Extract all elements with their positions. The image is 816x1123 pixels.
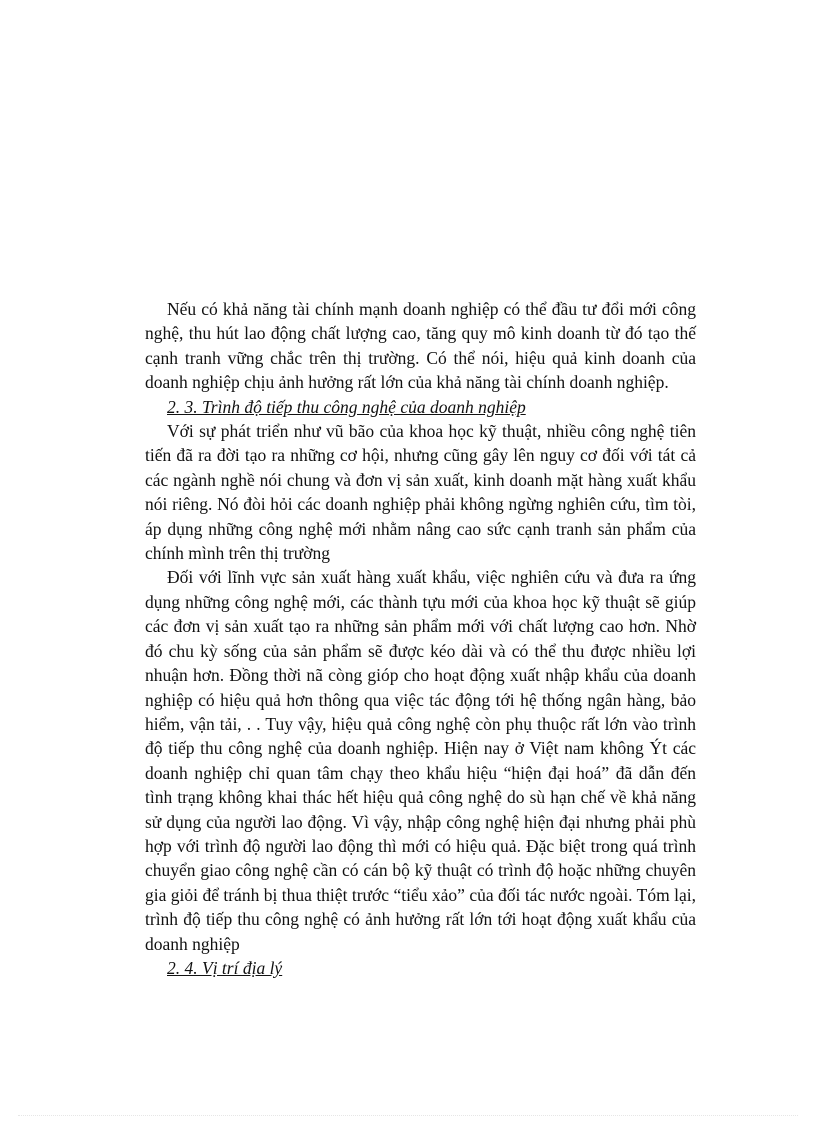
paragraph-export-production: Đối với lĩnh vực sản xuất hàng xuất khẩu, việc nghiên cứu và đưa ra ứng dụng những công nghệ mới, các thành tựu mới của khoa học kỹ thuật sẽ giúp các đơn vị sản xuất tạo ra những sản phẩm mới với chất lượng cao hơn. Nhờ đó chu kỳ sống của sản phẩm sẽ được kéo dài và có thể thu được nhiều lợi nhuận hơn. Đồng thời nã còng gióp cho hoạt động xuất nhập khẩu của doanh nghiệp có hiệu quả hơn thông qua việc tác động tới hệ thống ngân hàng, bảo hiểm, vận tải, . . Tuy vậy, hiệu quả công nghệ còn phụ thuộc rất lớn vào trình độ tiếp thu công nghệ của doanh nghiệp. Hiện nay ở Việt nam không Ýt các doanh nghiệp chỉ quan tâm chạy theo khẩu hiệu “hiện đại hoá” đã dẫn đến tình trạng không khai thác hết hiệu quả công nghệ do sù hạn chế về khả năng sử dụng của người lao động. Vì vậy, nhập công nghệ hiện đại nhưng phải phù hợp với trình độ người lao động thì mới có hiệu quả. Đặc biệt trong quá trình chuyển giao công nghệ cần có cán bộ kỹ thuật có trình độ hoặc những chuyên gia giỏi để tránh bị thua thiệt trước “tiểu xảo” của đối tác nước ngoài. Tóm lại, trình độ tiếp thu công nghệ có ảnh hưởng rất lớn tới hoạt động xuất khẩu của doanh nghiệp xyxy=(145,567,696,954)
paragraph-financial-capacity: Nếu có khả năng tài chính mạnh doanh nghiệp có thể đầu tư đổi mới công nghệ, thu hút lao động chất lượng cao, tăng quy mô kinh doanh từ đó tạo thế cạnh tranh vững chắc trên thị trường. Có thể nói, hiệu quả kinh doanh của doanh nghiệp chịu ảnh hưởng rất lớn của khả năng tài chính doanh nghiệp. xyxy=(145,299,696,393)
document-body xyxy=(145,297,696,980)
paragraph-technology-development: Với sự phát triển như vũ bão của khoa học kỹ thuật, nhiều công nghệ tiên tiến đã ra đời tạo ra những cơ hội, nhưng cũng gây lên nguy cơ đối với tát cả các ngành nghề nói chung và đơn vị sản xuất, kinh doanh mặt hàng xuất khẩu nói riêng. Nó đòi hỏi các doanh nghiệp phải không ngừng nghiên cứu, tìm tòi, áp dụng những công nghệ mới nhằm nâng cao sức cạnh tranh sản phẩm của chính mình trên thị trường xyxy=(145,421,696,564)
section-heading-technology-absorption: 2. 3. Trình độ tiếp thu công nghệ của doanh nghiệp xyxy=(167,396,526,417)
page-bottom-divider xyxy=(18,1115,798,1116)
section-heading-geographic-location: 2. 4. Vị trí địa lý xyxy=(167,957,283,978)
